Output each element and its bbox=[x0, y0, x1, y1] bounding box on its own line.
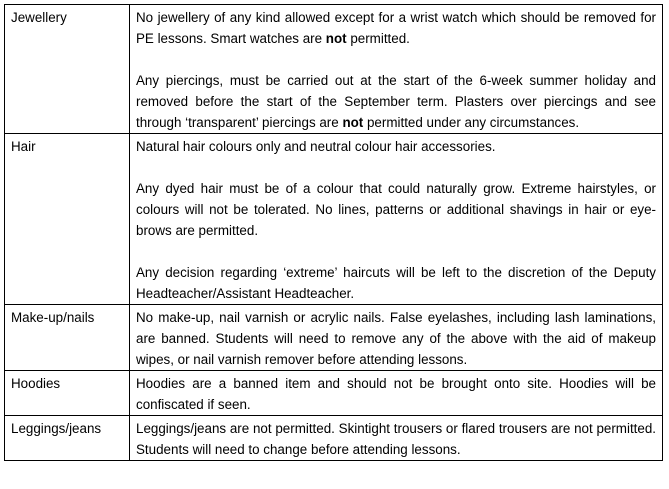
paragraph: Natural hair colours only and neutral colour hair accessories. bbox=[136, 139, 496, 154]
paragraph: Any piercings, must be carried out at the start of the 6-week summer holiday and removed before the start of the September term. Plasters over piercings and see through ‘transparent’ piercings are not permitted under any circumstances. bbox=[136, 73, 656, 130]
row-label-jewellery: Jewellery bbox=[5, 5, 130, 134]
row-content-hair bbox=[130, 134, 663, 305]
table-row-jewellery bbox=[5, 5, 663, 134]
row-label-hair: Hair bbox=[5, 134, 130, 305]
uniform-policy-table bbox=[4, 4, 663, 461]
row-content-leggings-jeans bbox=[130, 416, 663, 461]
paragraph: Any dyed hair must be of a colour that could naturally grow. Extreme hairstyles, or colours will not be tolerated. No lines, patterns or additional shavings in hair or eye-brows are permitted. bbox=[136, 181, 656, 238]
row-label-hoodies: Hoodies bbox=[5, 371, 130, 416]
row-content-jewellery bbox=[130, 5, 663, 134]
table-row-leggings-jeans bbox=[5, 416, 663, 461]
paragraph: Hoodies are a banned item and should not be brought onto site. Hoodies will be confiscated if seen. bbox=[136, 376, 656, 412]
paragraph: No make-up, nail varnish or acrylic nails. False eyelashes, including lash laminations, are banned. Students will need to remove any of the above with the aid of makeup wipes, or nail varnish remover before attending lessons. bbox=[136, 310, 656, 367]
table-row-hair bbox=[5, 134, 663, 305]
paragraph: Any decision regarding ‘extreme’ haircuts will be left to the discretion of the Deputy Headteacher/Assistant Headteacher. bbox=[136, 265, 656, 301]
row-content-makeup-nails bbox=[130, 305, 663, 371]
row-content-hoodies bbox=[130, 371, 663, 416]
row-label-leggings-jeans: Leggings/jeans bbox=[5, 416, 130, 461]
table-row-makeup-nails bbox=[5, 305, 663, 371]
table-row-hoodies bbox=[5, 371, 663, 416]
row-label-makeup-nails: Make-up/nails bbox=[5, 305, 130, 371]
paragraph: No jewellery of any kind allowed except for a wrist watch which should be removed for PE lessons. Smart watches are not permitted. bbox=[136, 10, 656, 46]
paragraph: Leggings/jeans are not permitted. Skintight trousers or flared trousers are not permitted. Students will need to change before attending lessons. bbox=[136, 421, 656, 457]
